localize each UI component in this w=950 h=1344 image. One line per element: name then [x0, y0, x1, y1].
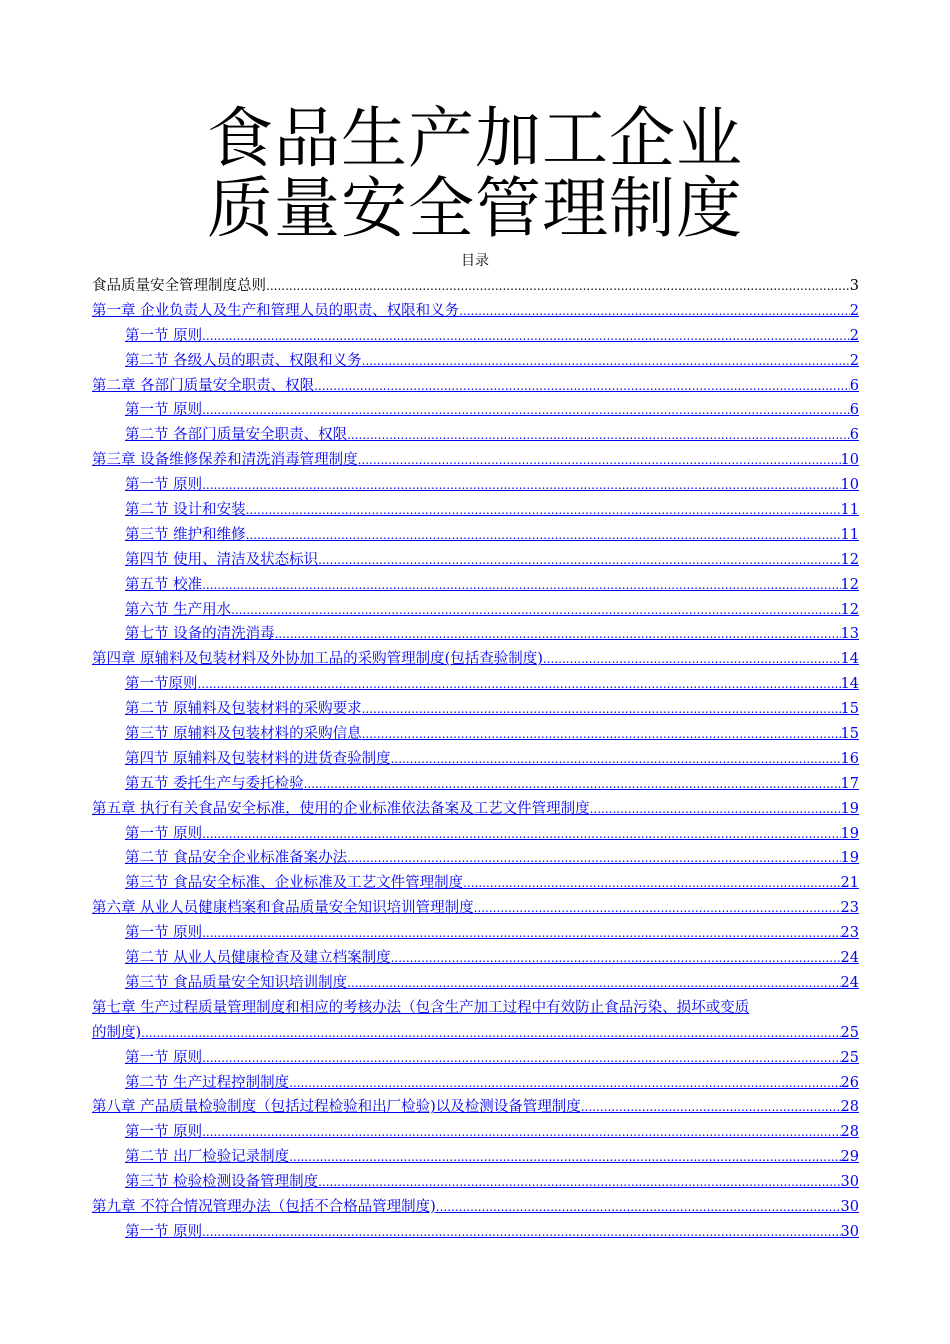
toc-entry-link[interactable]	[92, 871, 859, 896]
toc-entry-label: 第五节 校准	[125, 576, 203, 593]
toc-dot-leader	[246, 523, 841, 548]
toc-entry-label: 第一节 原则	[125, 1049, 203, 1066]
toc-dot-leader	[246, 498, 841, 523]
toc-entry-link[interactable]	[92, 672, 859, 697]
toc-page-number: 19	[840, 825, 859, 842]
toc-page-number: 15	[840, 726, 859, 743]
toc-entry-link[interactable]	[92, 1046, 859, 1071]
toc-entry-label: 第一节 原则	[125, 327, 203, 344]
toc-entry-label: 第三章 设备维修保养和清洗消毒管理制度	[92, 452, 358, 469]
toc-entry-link[interactable]	[92, 921, 859, 946]
toc-dot-leader	[202, 1046, 840, 1071]
toc-dot-leader	[202, 1220, 840, 1245]
toc-page-number: 12	[840, 601, 859, 618]
toc-entry-link[interactable]	[92, 896, 859, 921]
toc-entry-link[interactable]	[92, 772, 859, 797]
toc-page-number: 10	[840, 477, 859, 494]
toc-dot-leader	[266, 274, 850, 299]
toc-dot-leader	[362, 349, 850, 374]
toc-page-number: 12	[840, 576, 859, 593]
toc-page-number: 28	[840, 1124, 859, 1141]
toc-page-number: 15	[840, 701, 859, 718]
toc-entry-label: 第一节 原则	[125, 402, 203, 419]
toc-entry-link[interactable]	[92, 448, 859, 473]
toc-page-number: 2	[849, 327, 859, 344]
toc-dot-leader	[347, 971, 840, 996]
toc-page-number: 2	[849, 302, 859, 319]
toc-entry-label: 的制度)	[92, 1024, 142, 1041]
toc-page-number: 29	[840, 1149, 859, 1166]
toc-entry-link[interactable]	[92, 398, 859, 423]
toc-dot-leader	[304, 772, 841, 797]
toc-page-number: 25	[840, 1049, 859, 1066]
toc-page-number: 30	[840, 1174, 859, 1191]
toc-entry-label: 第二节 生产过程控制制度	[125, 1074, 290, 1091]
toc-dot-leader	[202, 1120, 840, 1145]
toc-entry-label: 第二节 原辅料及包装材料的采购要求	[125, 701, 362, 718]
toc-page-number: 14	[840, 676, 859, 693]
toc-dot-leader	[318, 548, 840, 573]
toc-page-number: 26	[840, 1074, 859, 1091]
toc-dot-leader	[590, 797, 841, 822]
toc-entry-label: 第二节 食品安全企业标准备案办法	[125, 850, 348, 867]
toc-page-number: 11	[840, 502, 859, 519]
toc-page-number: 2	[849, 352, 859, 369]
toc-page-number: 13	[840, 626, 859, 643]
toc-page-number: 6	[849, 427, 859, 444]
toc-entry-label: 第三节 食品质量安全知识培训制度	[125, 974, 348, 991]
toc-entry-label: 第二章 各部门质量安全职责、权限	[92, 377, 315, 394]
toc-entry-link[interactable]	[92, 1195, 859, 1220]
toc-entry-link[interactable]	[92, 1095, 859, 1120]
toc-dot-leader	[202, 822, 840, 847]
toc-dot-leader	[198, 672, 841, 697]
toc-dot-leader	[362, 722, 841, 747]
toc-entry-link[interactable]	[92, 946, 859, 971]
toc-entry-label: 第五节 委托生产与委托检验	[125, 775, 304, 792]
toc-entry-link[interactable]	[92, 548, 859, 573]
toc-dot-leader	[347, 423, 850, 448]
toc-page-number: 23	[840, 900, 859, 917]
toc-entry-link[interactable]	[92, 971, 859, 996]
toc-entry-label: 第五章 执行有关食品安全标准，使用的企业标准依法备案及工艺文件管理制度	[92, 800, 590, 817]
toc-entry-link[interactable]	[92, 598, 859, 623]
toc-page-number: 14	[840, 651, 859, 668]
toc-entry-link[interactable]	[92, 1170, 859, 1195]
toc-dot-leader	[358, 448, 841, 473]
toc-entry-link[interactable]	[92, 1120, 859, 1145]
toc-dot-leader	[362, 697, 841, 722]
toc-dot-leader	[202, 324, 850, 349]
toc-entry-label: 第六章 从业人员健康档案和食品质量安全知识培训管理制度	[92, 900, 474, 917]
toc-page-number: 19	[840, 800, 859, 817]
toc-entry-link[interactable]	[92, 747, 859, 772]
toc-entry-label: 第三节 维护和维修	[125, 526, 246, 543]
toc-page-number: 3	[849, 278, 859, 294]
toc-dot-leader	[202, 573, 840, 598]
toc-entry-label: 第三节 食品安全标准、企业标准及工艺文件管理制度	[125, 875, 464, 892]
toc-entry-label: 第一节 原则	[125, 1223, 203, 1240]
toc-page-number: 16	[840, 750, 859, 767]
toc-entry-label: 第四章 原辅料及包装材料及外协加工品的采购管理制度(包括查验制度)	[92, 651, 543, 668]
toc-dot-leader	[391, 946, 841, 971]
toc-page-number: 17	[840, 775, 859, 792]
toc-entry-label: 第一节原则	[125, 676, 198, 693]
toc-entry-label: 第一节 原则	[125, 1124, 203, 1141]
toc-entry-link[interactable]	[92, 697, 859, 722]
toc-entry-link[interactable]	[92, 1071, 859, 1096]
toc-page-number: 23	[840, 925, 859, 942]
toc-dot-leader	[318, 1170, 840, 1195]
document-title-line1: 食品生产加工企业	[207, 100, 743, 177]
toc-dot-leader	[436, 1195, 841, 1220]
toc-entry-link-line1[interactable]: 第七章 生产过程质量管理制度和相应的考核办法（包含生产加工过程中有效防止食品污染、损坏或变质	[92, 999, 750, 1016]
toc-entry-label: 食品质量安全管理制度总则	[92, 278, 266, 294]
toc-entry-label: 第二节 各级人员的职责、权限和义务	[125, 352, 362, 369]
toc-page-number: 28	[840, 1099, 859, 1116]
toc-entry-label: 第一章 企业负责人及生产和管理人员的职责、权限和义务	[92, 302, 460, 319]
toc-page-number: 11	[840, 526, 859, 543]
toc-entry-link[interactable]	[92, 647, 859, 672]
toc-dot-leader	[459, 299, 850, 324]
toc-entry-label: 第二节 设计和安装	[125, 502, 246, 519]
toc-dot-leader	[141, 1021, 840, 1046]
toc-entry-label: 第八章 产品质量检验制度（包括过程检验和出厂检验)以及检测设备管理制度	[92, 1099, 581, 1116]
toc-entry-label: 第二节 从业人员健康检查及建立档案制度	[125, 950, 391, 967]
toc-entry-link[interactable]	[92, 722, 859, 747]
toc-entry-link[interactable]	[92, 1021, 859, 1046]
toc-entry-link[interactable]	[92, 622, 859, 647]
toc-page-number: 25	[840, 1024, 859, 1041]
toc-page-number: 24	[840, 974, 859, 991]
toc-entry-label: 第六节 生产用水	[125, 601, 232, 618]
toc-page-number: 10	[840, 452, 859, 469]
toc-page-number: 21	[840, 875, 859, 892]
toc-entry-label: 第七节 设备的清洗消毒	[125, 626, 275, 643]
toc-entry-label: 第四节 使用、清洁及状态标识	[125, 551, 319, 568]
toc-dot-leader	[581, 1095, 841, 1120]
toc-page-number: 24	[840, 950, 859, 967]
toc-dot-leader	[275, 622, 841, 647]
toc-dot-leader	[202, 398, 850, 423]
toc-page-number: 6	[849, 377, 859, 394]
toc-entry-link[interactable]	[92, 523, 859, 548]
toc-dot-leader	[463, 871, 840, 896]
toc-page-number: 30	[840, 1198, 859, 1215]
toc-heading: 目录	[461, 253, 489, 269]
toc-entry-label: 第一节 原则	[125, 825, 203, 842]
toc-entry-label: 第二节 各部门质量安全职责、权限	[125, 427, 348, 444]
toc-dot-leader	[391, 747, 841, 772]
toc-entry-link[interactable]	[92, 299, 859, 324]
toc-entry-link[interactable]	[92, 423, 859, 448]
toc-entry-label: 第二节 出厂检验记录制度	[125, 1149, 290, 1166]
toc-dot-leader	[202, 921, 840, 946]
toc-page-number: 19	[840, 850, 859, 867]
toc-page-number: 30	[840, 1223, 859, 1240]
toc-entry-link[interactable]	[92, 573, 859, 598]
toc-entry-link[interactable]	[92, 846, 859, 871]
toc-page-number: 12	[840, 551, 859, 568]
toc-dot-leader	[314, 374, 850, 399]
toc-entry-link[interactable]	[92, 349, 859, 374]
toc-entry-label: 第一节 原则	[125, 477, 203, 494]
toc-page-number: 6	[849, 402, 859, 419]
toc-entry-link[interactable]	[92, 1145, 859, 1170]
toc-entry-link[interactable]	[92, 498, 859, 523]
toc-entry-link[interactable]	[92, 797, 859, 822]
toc-dot-leader	[202, 473, 840, 498]
toc-entry-link[interactable]	[92, 822, 859, 847]
toc-entry-link[interactable]	[92, 324, 859, 349]
toc-entry-label: 第九章 不符合情况管理办法（包括不合格品管理制度)	[92, 1198, 436, 1215]
document-title-line2: 质量安全管理制度	[207, 170, 743, 247]
toc-dot-leader	[289, 1145, 840, 1170]
toc-dot-leader	[347, 846, 840, 871]
toc-entry-label: 第一节 原则	[125, 925, 203, 942]
toc-entry-label: 第三节 原辅料及包装材料的采购信息	[125, 726, 362, 743]
toc-entry-label: 第四节 原辅料及包装材料的进货查验制度	[125, 750, 391, 767]
toc-dot-leader	[231, 598, 840, 623]
toc-entry-link[interactable]	[92, 1220, 859, 1245]
toc-entry	[92, 274, 859, 299]
table-of-contents	[92, 274, 859, 1245]
toc-entry-link[interactable]	[92, 473, 859, 498]
toc-dot-leader	[474, 896, 841, 921]
toc-dot-leader	[289, 1071, 840, 1096]
toc-entry-label: 第三节 检验检测设备管理制度	[125, 1174, 319, 1191]
toc-dot-leader	[543, 647, 841, 672]
toc-entry-link[interactable]	[92, 374, 859, 399]
